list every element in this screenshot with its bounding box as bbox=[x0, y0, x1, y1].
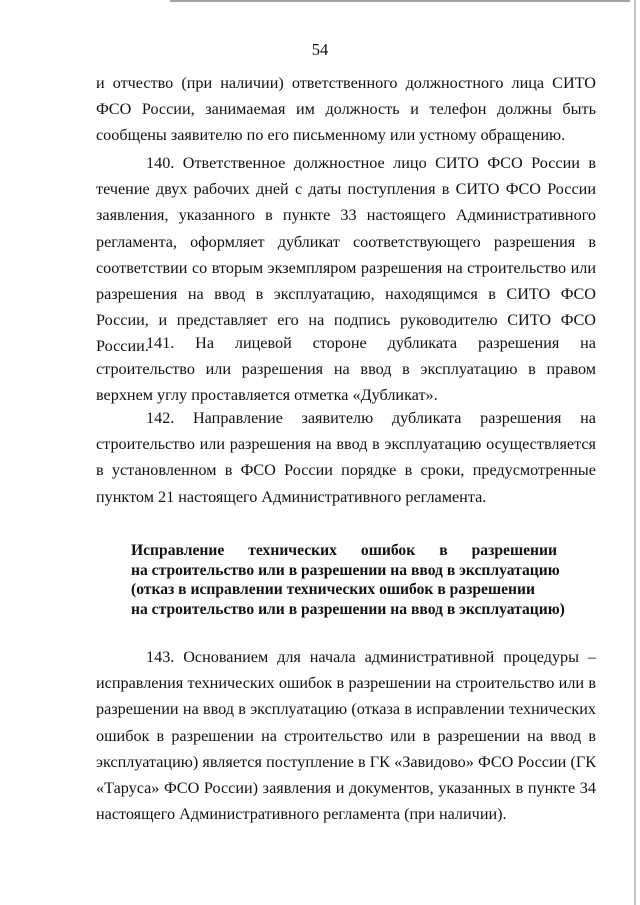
paragraph-141: 141. На лицевой стороне дубликата разрешения на строительство или разрешения на ввод в эксплуатацию в правом верхнем углу проставляется отметка «Дубликат». bbox=[96, 334, 596, 405]
section-heading bbox=[131, 541, 565, 619]
paragraph-142: 142. Направление заявителю дубликата разрешения на строительство или разрешения на ввод в эксплуатацию осуществляется в установленном в ФСО России порядке в сроки, предусмотренные пунктом 21 настоящего Административного регламента. bbox=[96, 409, 596, 506]
page-number: 54 bbox=[311, 40, 329, 59]
paragraph-continuation: и отчество (при наличии) ответственного должностного лица СИТО ФСО России, занимаемая им должность и телефон должны быть сообщены заявителю по его письменному или устному обращению. bbox=[96, 74, 596, 145]
top-edge-rule bbox=[170, 0, 630, 2]
paragraph-143: 143. Основанием для начала административной процедуры – исправления технических ошибок в разрешении на строительство или в разрешении на ввод в эксплуатацию (отказа в исправлении технических ошибок в разрешении на строительство или в разрешении на ввод в эксплуатацию) является поступление в ГК «Завидово» ФСО России (ГК «Таруса» ФСО России) заявления и документов, указанных в пункте 34 настоящего Административного регламента (при наличии). bbox=[96, 648, 596, 824]
section-heading-line-3: (отказ в исправлении технических ошибок в разрешении bbox=[131, 581, 536, 598]
paragraph-140: 140. Ответственное должностное лицо СИТО ФСО России в течение двух рабочих дней с даты поступления в СИТО ФСО России заявления, указанного в пункте 33 настоящего Административного регламента, оформляет дубликат соответствующего разрешения в соответствии со вторым экземпляром разрешения на строительство или разрешения на ввод в эксплуатацию, находящимся в СИТО ФСО России, и представляет его на подпись руководителю СИТО ФСО России. bbox=[96, 154, 596, 356]
paragraph-140-block bbox=[96, 150, 596, 360]
section-heading-line-2: на строительство или в разрешении на ввод в эксплуатацию bbox=[131, 561, 560, 579]
section-heading-line-1: Исправление технических ошибок в разрешении bbox=[131, 542, 557, 559]
paragraph-continuation-block bbox=[96, 70, 596, 149]
paragraph-142-block bbox=[96, 405, 596, 510]
paragraph-143-block bbox=[96, 644, 596, 827]
right-edge-shadow bbox=[634, 0, 636, 905]
section-heading-line-4: на строительство или в разрешении на ввод в эксплуатацию) bbox=[131, 600, 565, 618]
paragraph-141-block bbox=[96, 330, 596, 409]
